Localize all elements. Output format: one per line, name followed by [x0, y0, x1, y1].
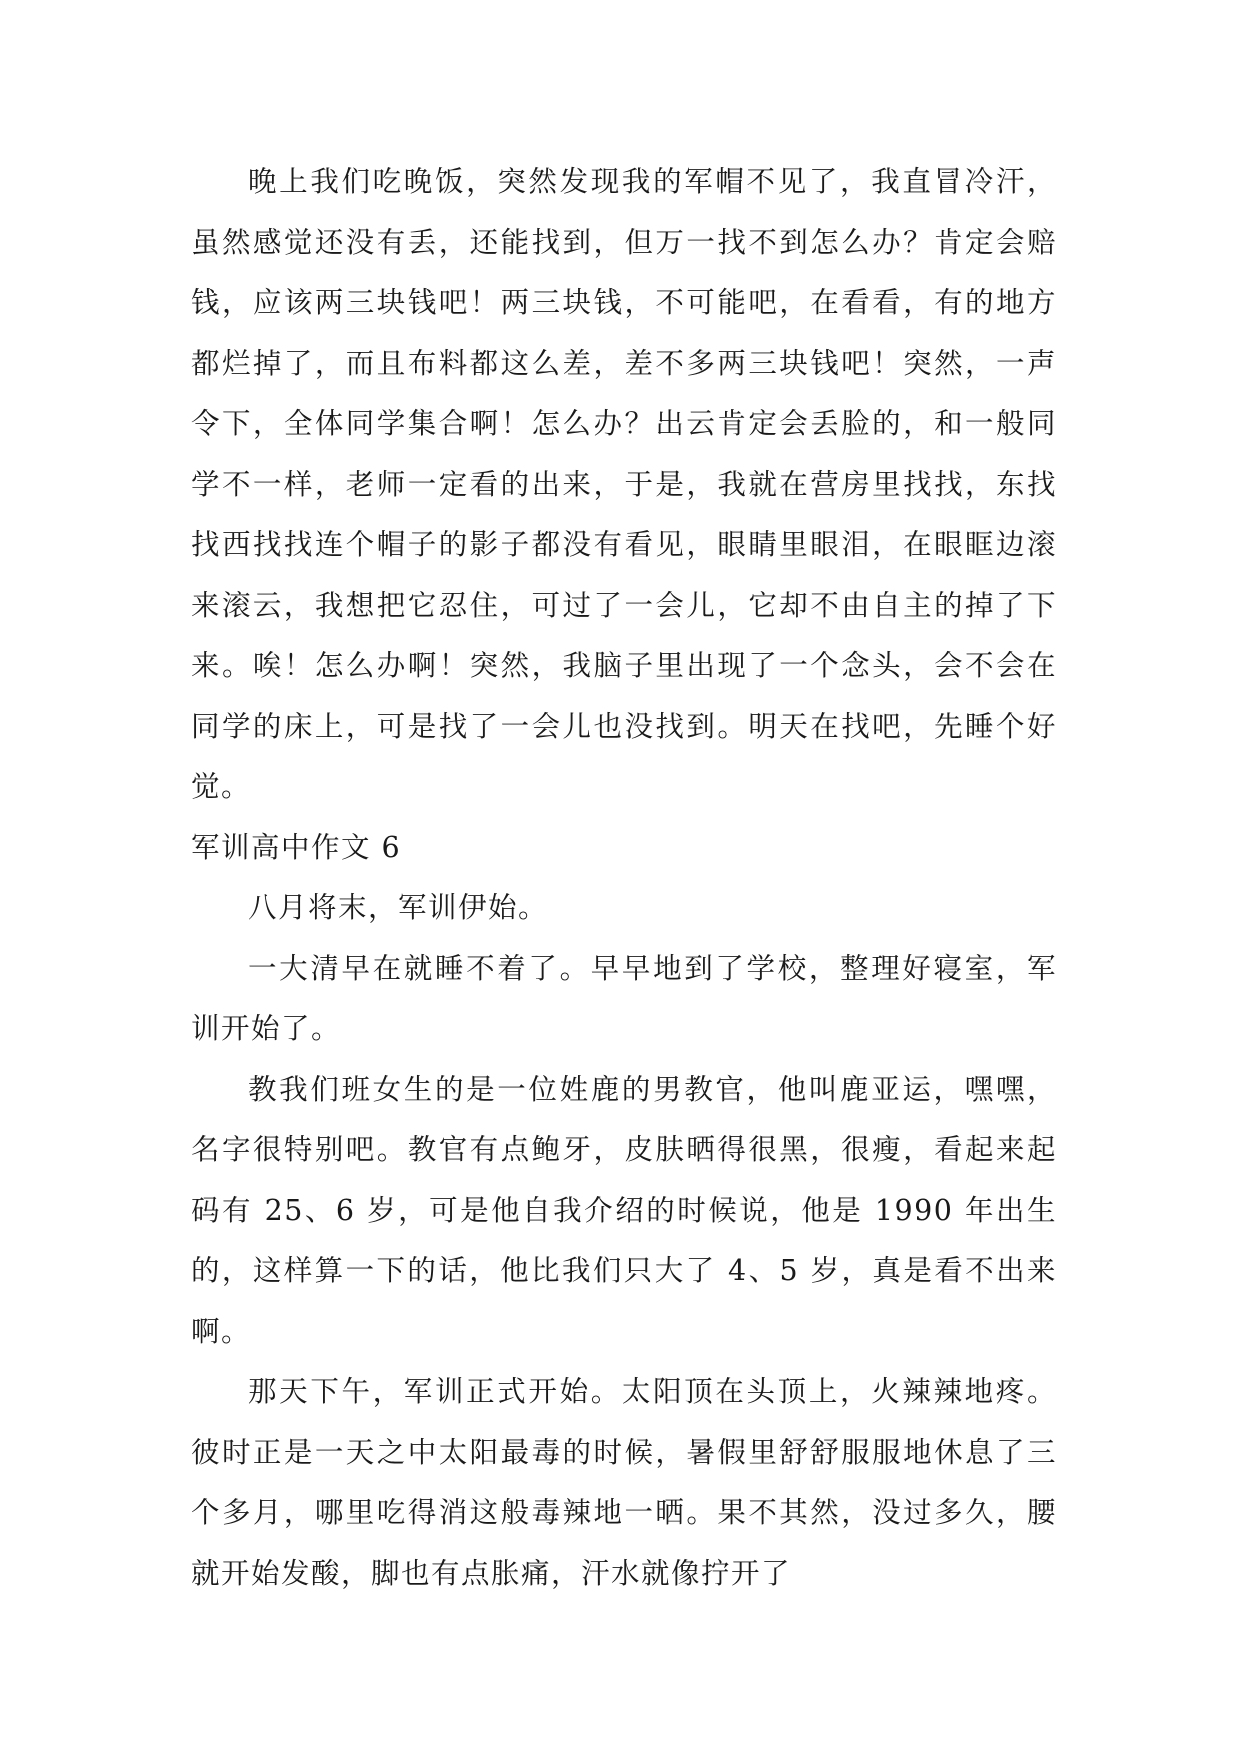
paragraph-lost-cap: 晚上我们吃晚饭，突然发现我的军帽不见了，我直冒冷汗，虽然感觉还没有丢，还能找到，但万一找不到怎么办？肯定会赔钱，应该两三块钱吧！两三块钱，不可能吧，在看看，有的地方都烂掉了，而且布料都这么差，差不多两三块钱吧！突然，一声令下，全体同学集合啊！怎么办？出云肯定会丢脸的，和一般同学不一样，老师一定看的出来，于是，我就在营房里找找，东找找西找找连个帽子的影子都没有看见，眼睛里眼泪，在眼眶边滚来滚云，我想把它忍住，可过了一会儿，它却不由自主的掉了下来。唉！怎么办啊！突然，我脑子里出现了一个念头，会不会在同学的床上，可是找了一会儿也没找到。明天在找吧，先睡个好觉。 — [191, 165, 1057, 803]
section-title: 军训高中作文 6 — [191, 830, 402, 864]
document-body — [191, 152, 1057, 1604]
paragraph-afternoon: 那天下午，军训正式开始。太阳顶在头顶上，火辣辣地疼。彼时正是一天之中太阳最毒的时候，暑假里舒舒服服地休息了三个多月，哪里吃得消这般毒辣地一晒。果不其然，没过多久，腰就开始发酸，脚也有点胀痛，汗水就像拧开了 — [191, 1375, 1057, 1590]
paragraph-morning: 一大清早在就睡不着了。早早地到了学校，整理好寝室，军训开始了。 — [191, 951, 1057, 1045]
paragraph-opening: 八月将末，军训伊始。 — [248, 891, 549, 924]
paragraph-instructor: 教我们班女生的是一位姓鹿的男教官，他叫鹿亚运，嘿嘿，名字很特别吧。教官有点鲍牙，皮肤晒得很黑，很瘦，看起来起码有 25、6 岁，可是他自我介绍的时候说，他是 1990 年出生的，这样算一下的话，他比我们只大了 4、5 岁，真是看不出来啊。 — [191, 1072, 1057, 1348]
